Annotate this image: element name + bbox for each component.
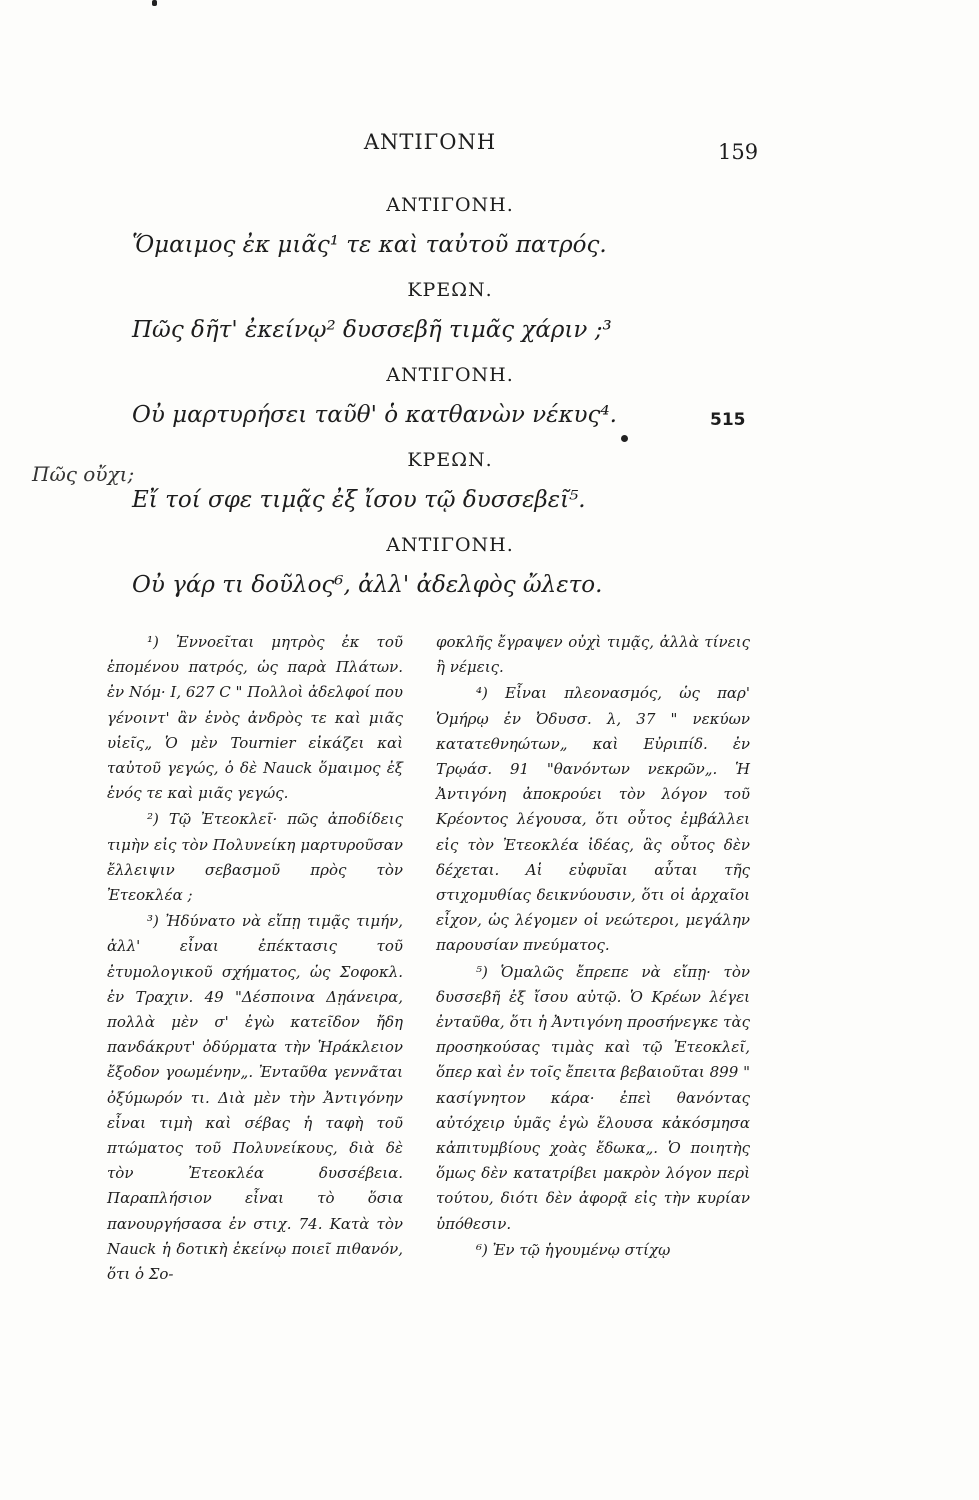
verse-line: Ὅμαιμος ἐκ μιᾶς¹ τε καὶ ταὐτοῦ πατρός. <box>132 232 607 258</box>
running-title: ΑΝΤΙΓΟΝΗ <box>363 130 497 154</box>
footnote: ⁴) Εἶναι πλεονασμός, ὡς παρ' Ὁμήρῳ ἐν Ὀδυσσ. λ, 37 " νεκύων κατατεθνηώτων„ καὶ Εὐριπίδ. ἐν Τρῳάσ. 91 "θανόντων νεκρῶν„. Ἡ Ἀντιγόνη ἀποκρούει τὸν λόγον τοῦ Κρέοντος λέγουσα, ὅτι οὗτος ἐμβάλλει εἰς τὸν Ἐτεοκλέα ἰδέας, ἃς οὗτος δὲν δέχεται. Αἱ εὐφυῖαι αὗται τῆς στιχομυθίας δεικνύουσιν, ὅτι οἱ ἀρχαῖοι εἶχον, ὡς λέγομεν οἱ νεώτεροι, μεγάλην παρουσίαν πνεύματος. <box>436 684 750 955</box>
speaker-label: ΚΡΕΩΝ. <box>407 279 493 301</box>
footnote: ⁵) Ὁμαλῶς ἔπρεπε νὰ εἴπῃ· τὸν δυσσεβῆ ἐξ ἴσου αὐτῷ. Ὁ Κρέων λέγει ἐνταῦθα, ὅτι ἡ Ἀντιγόνη προσήνεγκε τὰς προσηκούσας τιμὰς καὶ τῷ Ἐτεοκλεῖ, ὅπερ καὶ ἐν τοῖς ἔπειτα βεβαιοῦται 899 " κασίγνητον κάρα· ἐπεὶ θανόντας αὐτόχειρ ὑμᾶς ἐγὼ ἔλουσα κἀκόσμησα κἀπιτυμβίους χοὰς ἔδωκα„. Ὁ ποιητὴς ὅμως δὲν κατατρίβει μακρὸν λόγον περὶ τούτου, διότι δὲν ἀφορᾷ εἰς τὴν κυρίαν ὑπόθεσιν. <box>436 962 750 1233</box>
footnote-continuation: φοκλῆς ἔγραψεν οὐχὶ τιμᾷς, ἀλλὰ τίνεις ἢ νέμεις. <box>436 633 750 677</box>
verse-line: Οὐ μαρτυρήσει ταῦθ' ὁ κατθανὼν νέκυς⁴. <box>132 402 617 428</box>
footnote: ³) Ἠδύνατο νὰ εἴπῃ τιμᾷς τιμήν, ἀλλ' εἶναι ἐπέκτασις τοῦ ἐτυμολογικοῦ σχήματος, ὡς Σοφοκλ. ἐν Τραχιν. 49 "Δέσποινα Δῃάνειρα, πολλὰ μὲν σ' ἐγὼ κατεῖδον ἤδη πανδάκρυτ' ὀδύρματα τὴν Ἡράκλειον ἔξοδον γοωμένην„. Ἐνταῦθα γεννᾶται ὀξύμωρόν τι. Διὰ μὲν τὴν Ἀντιγόνην εἶναι τιμὴ καὶ σέβας ἡ ταφὴ τοῦ πτώματος τοῦ Πολυνείκους, διὰ δὲ τὸν Ἐτεοκλέα δυσσέβεια. Παραπλήσιον εἶναι τὸ ὅσια πανουργήσασα ἐν στιχ. 74. Κατὰ τὸν Nauck ἡ δοτικὴ ἐκείνῳ ποιεῖ πιθανόν, ὅτι ὁ Σο- <box>107 912 403 1284</box>
verse-line: Οὐ γάρ τι δοῦλος⁶, ἀλλ' ἀδελφὸς ὤλετο. <box>132 572 603 598</box>
footnote: ²) Τῷ Ἐτεοκλεῖ· πῶς ἀποδίδεις τιμὴν εἰς τὸν Πολυνείκη μαρτυροῦσαν ἔλλειψιν σεβασμοῦ πρὸς τὸν Ἐτεοκλέα ; <box>107 810 403 905</box>
verse-line: Εἴ τοί σφε τιμᾷς ἐξ ἴσου τῷ δυσσεβεῖ⁵. <box>132 487 586 513</box>
footnotes-right-column <box>436 630 750 1264</box>
footnote: ¹) Ἐννοεῖται μητρὸς ἐκ τοῦ ἑπομένου πατρός, ὡς παρὰ Πλάτων. ἐν Νόμ· Ι, 627 C " Πολλοὶ ἀδελφοί που γένοιντ' ἂν ἑνὸς ἀνδρὸς τε καὶ μιᾶς υἱεῖς„ Ὁ μὲν Tournier εἰκάζει καὶ ταὐτοῦ γεγώς, ὁ δὲ Nauck ὅμαιμος ἐξ ἑνός τε καὶ μιᾶς γεγώς. <box>107 633 403 803</box>
footnotes-left-column <box>107 630 403 1288</box>
handwritten-margin-note: Πῶς οὔχι; <box>32 462 135 486</box>
speaker-label: ΑΝΤΙΓΟΝΗ. <box>386 194 514 216</box>
ink-mark <box>152 0 157 6</box>
speaker-label: ΑΝΤΙΓΟΝΗ. <box>386 364 514 386</box>
verse-dialogue <box>110 185 730 610</box>
page-number: 159 <box>718 140 759 164</box>
verse-line-number: 515 <box>710 410 746 430</box>
footnote: ⁶) Ἐν τῷ ἡγουμένῳ στίχῳ <box>476 1240 671 1259</box>
speaker-label: ΚΡΕΩΝ. <box>407 449 493 471</box>
speaker-label: ΑΝΤΙΓΟΝΗ. <box>386 534 514 556</box>
verse-line: Πῶς δῆτ' ἐκείνῳ² δυσσεβῆ τιμᾶς χάριν ;³ <box>132 317 612 343</box>
bullet-mark <box>621 435 628 442</box>
